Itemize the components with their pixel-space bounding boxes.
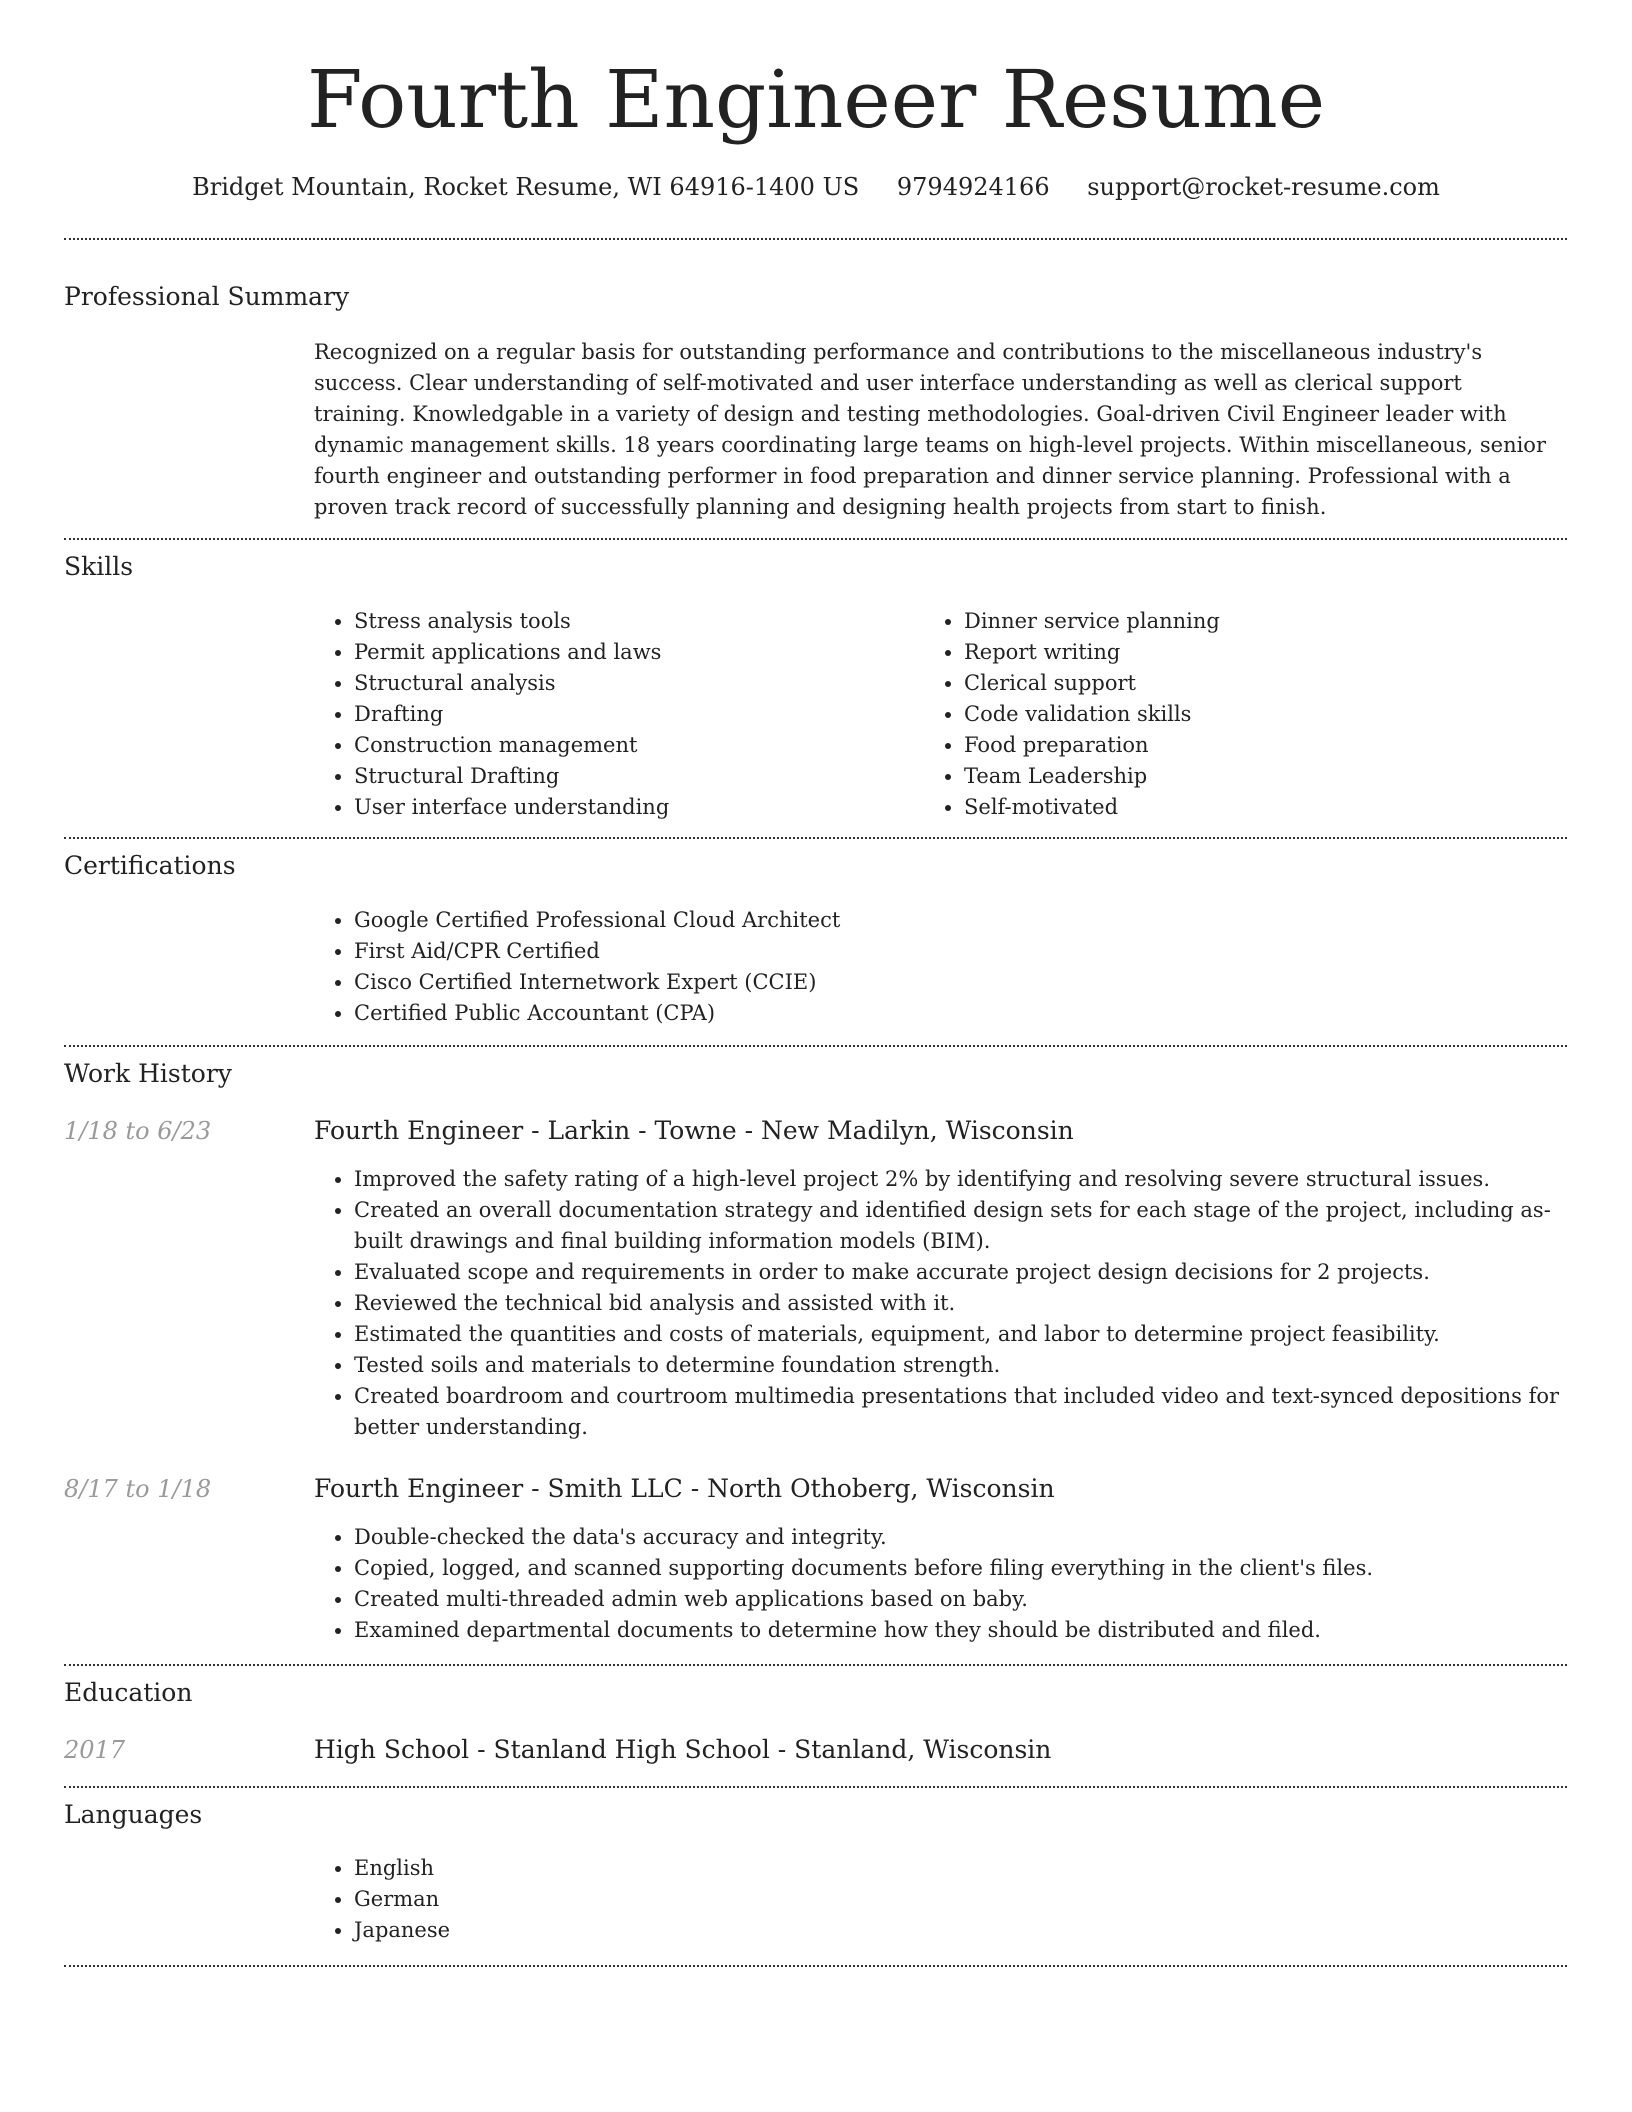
skill-item: • Clerical support — [964, 668, 1564, 699]
language-item: • German — [354, 1884, 1594, 1915]
skill-item: • Report writing — [964, 637, 1564, 668]
job-bullet: • Copied, logged, and scanned supporting documents before filing everything in the client's files. — [354, 1553, 1594, 1584]
skills-list-left — [310, 606, 914, 823]
job-bullets — [310, 1164, 1594, 1443]
section-divider — [64, 1786, 1567, 1788]
job-bullet: • Created an overall documentation strategy and identified design sets for each stage of the project, including as-built drawings and final building information models (BIM). — [354, 1195, 1594, 1257]
job-bullet: • Reviewed the technical bid analysis and assisted with it. — [354, 1288, 1594, 1319]
section-title-summary: Professional Summary — [64, 282, 350, 311]
skill-item: • Code validation skills — [964, 699, 1564, 730]
job-bullet: • Evaluated scope and requirements in order to make accurate project design decisions for 2 projects. — [354, 1257, 1594, 1288]
job-bullet: • Estimated the quantities and costs of materials, equipment, and labor to determine project feasibility. — [354, 1319, 1594, 1350]
section-title-certifications: Certifications — [64, 851, 236, 880]
skill-item: • User interface understanding — [354, 792, 914, 823]
job-date: 1/18 to 6/23 — [64, 1117, 212, 1145]
job-bullet: • Tested soils and materials to determine foundation strength. — [354, 1350, 1594, 1381]
education-heading: High School - Stanland High School - Stanland, Wisconsin — [314, 1735, 1052, 1764]
phone: 9794924166 — [896, 173, 1050, 201]
skill-item: • Team Leadership — [964, 761, 1564, 792]
certification-item: • Certified Public Accountant (CPA) — [354, 998, 1594, 1029]
section-title-work-history: Work History — [64, 1059, 232, 1088]
job-date: 8/17 to 1/18 — [64, 1475, 212, 1503]
education-date: 2017 — [64, 1736, 126, 1764]
job-bullets — [310, 1522, 1594, 1646]
section-title-skills: Skills — [64, 552, 134, 581]
section-divider — [64, 1045, 1567, 1047]
address: Bridget Mountain, Rocket Resume, WI 64916-1400 US — [192, 173, 860, 201]
section-title-languages: Languages — [64, 1800, 203, 1829]
job-bullet: • Created boardroom and courtroom multimedia presentations that included video and text-synced depositions for better understanding. — [354, 1381, 1594, 1443]
section-divider — [64, 238, 1567, 240]
language-item: • English — [354, 1853, 1594, 1884]
section-divider — [64, 538, 1567, 540]
section-divider — [64, 1664, 1567, 1666]
section-divider — [64, 837, 1567, 839]
section-title-education: Education — [64, 1678, 193, 1707]
job-bullet: • Examined departmental documents to determine how they should be distributed and filed. — [354, 1615, 1594, 1646]
skill-item: • Self-motivated — [964, 792, 1564, 823]
section-divider — [64, 1965, 1567, 1967]
job-bullet: • Created multi-threaded admin web applications based on baby. — [354, 1584, 1594, 1615]
skill-item: • Structural Drafting — [354, 761, 914, 792]
certifications-list — [310, 905, 1594, 1029]
skill-item: • Permit applications and laws — [354, 637, 914, 668]
skill-item: • Stress analysis tools — [354, 606, 914, 637]
email[interactable]: support@rocket-resume.com — [1087, 173, 1440, 201]
certification-item: • Google Certified Professional Cloud Architect — [354, 905, 1594, 936]
job-heading: Fourth Engineer - Smith LLC - North Othoberg, Wisconsin — [314, 1474, 1055, 1503]
skill-item: • Construction management — [354, 730, 914, 761]
skill-item: • Drafting — [354, 699, 914, 730]
contact-line — [0, 170, 1632, 204]
skill-item: • Food preparation — [964, 730, 1564, 761]
summary-text: Recognized on a regular basis for outstanding performance and contributions to the miscellaneous industry's success. Clear understanding of self-motivated and user interface understanding as well as clerical support training. Knowledgable in a variety of design and testing methodologies. Goal-driven Civil Engineer leader with dynamic management skills. 18 years coordinating large teams on high-level projects. Within miscellaneous, senior fourth engineer and outstanding performer in food preparation and dinner service planning. Professional with a proven track record of successfully planning and designing health projects from start to finish. — [314, 340, 1546, 519]
skill-item: • Structural analysis — [354, 668, 914, 699]
skills-list-right — [920, 606, 1564, 823]
job-bullet: • Double-checked the data's accuracy and integrity. — [354, 1522, 1594, 1553]
languages-list — [310, 1853, 1594, 1946]
certification-item: • Cisco Certified Internetwork Expert (CCIE) — [354, 967, 1594, 998]
resume-title: Fourth Engineer Resume — [306, 53, 1326, 146]
certification-item: • First Aid/CPR Certified — [354, 936, 1594, 967]
skill-item: • Dinner service planning — [964, 606, 1564, 637]
job-bullet: • Improved the safety rating of a high-level project 2% by identifying and resolving severe structural issues. — [354, 1164, 1594, 1195]
language-item: • Japanese — [354, 1915, 1594, 1946]
job-heading: Fourth Engineer - Larkin - Towne - New Madilyn, Wisconsin — [314, 1116, 1074, 1145]
